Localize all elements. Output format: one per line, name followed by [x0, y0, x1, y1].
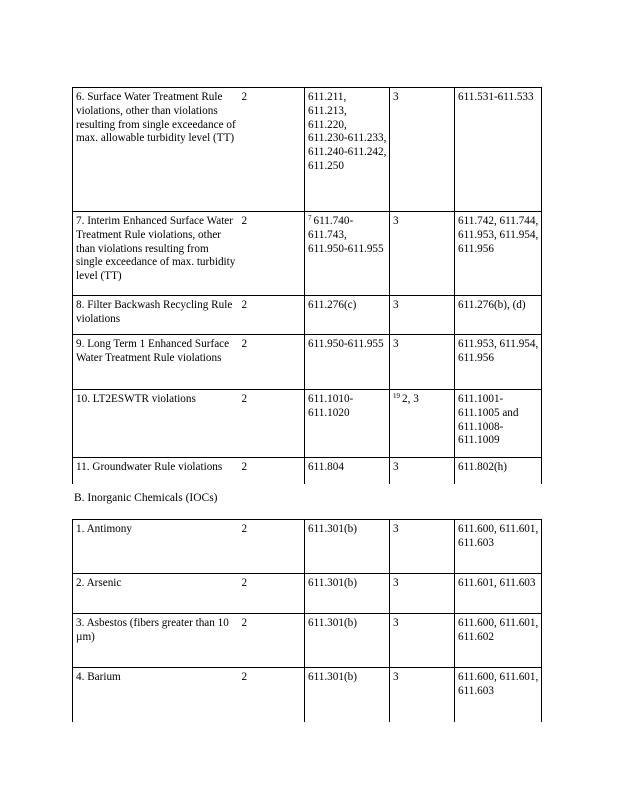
inorganic-chemicals-table	[72, 519, 542, 722]
table-row	[73, 335, 542, 390]
tier-cell: 2	[240, 212, 305, 296]
tier-cell: 2	[240, 668, 305, 722]
contaminant-cell: 8. Filter Backwash Recycling Rule violations	[73, 296, 240, 335]
contaminant-cell: 1. Antimony	[73, 520, 240, 574]
monitoring-section-cell: 611.802(h)	[455, 458, 542, 484]
tier-cell: 2	[240, 614, 305, 668]
level-cell: 3	[390, 212, 455, 296]
contaminant-cell: 6. Surface Water Treatment Rule violations, other than violations resulting from single exceedance of max. allowable turbidity level (TT)	[73, 88, 240, 212]
table-row	[73, 668, 542, 722]
footnote-marker: 19	[393, 392, 400, 400]
tier-cell: 2	[240, 296, 305, 335]
section-heading-inorganic-chemicals: B. Inorganic Chemicals (IOCs)	[74, 492, 218, 504]
contaminant-cell: 9. Long Term 1 Enhanced Surface Water Treatment Rule violations	[73, 335, 240, 390]
surface-water-rules-table	[72, 87, 542, 484]
monitoring-section-cell: 611.601, 611.603	[455, 574, 542, 614]
tier-cell: 2	[240, 520, 305, 574]
tier-cell: 2	[240, 574, 305, 614]
monitoring-section-cell: 611.1001-611.1005 and 611.1008-611.1009	[455, 390, 542, 458]
level-cell: 3	[390, 574, 455, 614]
table-row	[73, 574, 542, 614]
level-cell: 3	[390, 296, 455, 335]
level-cell: 3	[390, 614, 455, 668]
monitoring-section-cell: 611.600, 611.601, 611.602	[455, 614, 542, 668]
mcl-section-cell: 611.301(b)	[305, 520, 390, 574]
level-text: 2, 3	[402, 393, 419, 405]
table-row	[73, 458, 542, 484]
contaminant-cell: 4. Barium	[73, 668, 240, 722]
monitoring-section-cell: 611.600, 611.601, 611.603	[455, 668, 542, 722]
contaminant-cell: 7. Interim Enhanced Surface Water Treatment Rule violations, other than violations resulting from single exceedance of max. turbidity level (TT)	[73, 212, 240, 296]
mcl-section-cell: 611.211, 611.213, 611.220, 611.230-611.233, 611.240-611.242, 611.250	[305, 88, 390, 212]
monitoring-section-cell: 611.531-611.533	[455, 88, 542, 212]
table-row	[73, 520, 542, 574]
monitoring-section-cell: 611.953, 611.954, 611.956	[455, 335, 542, 390]
table-row	[73, 390, 542, 458]
mcl-section-cell: 611.301(b)	[305, 614, 390, 668]
tier-cell: 2	[240, 88, 305, 212]
table-row	[73, 614, 542, 668]
mcl-section-cell: 611.1010-611.1020	[305, 390, 390, 458]
monitoring-section-cell: 611.276(b), (d)	[455, 296, 542, 335]
level-cell: 3	[390, 520, 455, 574]
mcl-section-cell	[305, 212, 390, 296]
table-row	[73, 88, 542, 212]
monitoring-section-cell: 611.600, 611.601, 611.603	[455, 520, 542, 574]
level-cell: 3	[390, 88, 455, 212]
tier-cell: 2	[240, 458, 305, 484]
table-row	[73, 212, 542, 296]
table-row	[73, 296, 542, 335]
mcl-section-cell: 611.950-611.955	[305, 335, 390, 390]
contaminant-cell: 2. Arsenic	[73, 574, 240, 614]
mcl-section-cell: 611.804	[305, 458, 390, 484]
level-cell: 3	[390, 668, 455, 722]
tier-cell: 2	[240, 335, 305, 390]
contaminant-cell: 3. Asbestos (fibers greater than 10 µm)	[73, 614, 240, 668]
mcl-section-cell: 611.301(b)	[305, 668, 390, 722]
level-cell: 3	[390, 458, 455, 484]
monitoring-section-cell: 611.742, 611.744, 611.953, 611.954, 611.956	[455, 212, 542, 296]
mcl-section-cell: 611.276(c)	[305, 296, 390, 335]
footnote-marker: 7	[308, 214, 312, 222]
mcl-section-text: 611.740-611.743, 611.950-611.955	[308, 215, 384, 255]
tier-cell: 2	[240, 390, 305, 458]
contaminant-cell: 10. LT2ESWTR violations	[73, 390, 240, 458]
level-cell	[390, 390, 455, 458]
contaminant-cell: 11. Groundwater Rule violations	[73, 458, 240, 484]
level-cell: 3	[390, 335, 455, 390]
mcl-section-cell: 611.301(b)	[305, 574, 390, 614]
